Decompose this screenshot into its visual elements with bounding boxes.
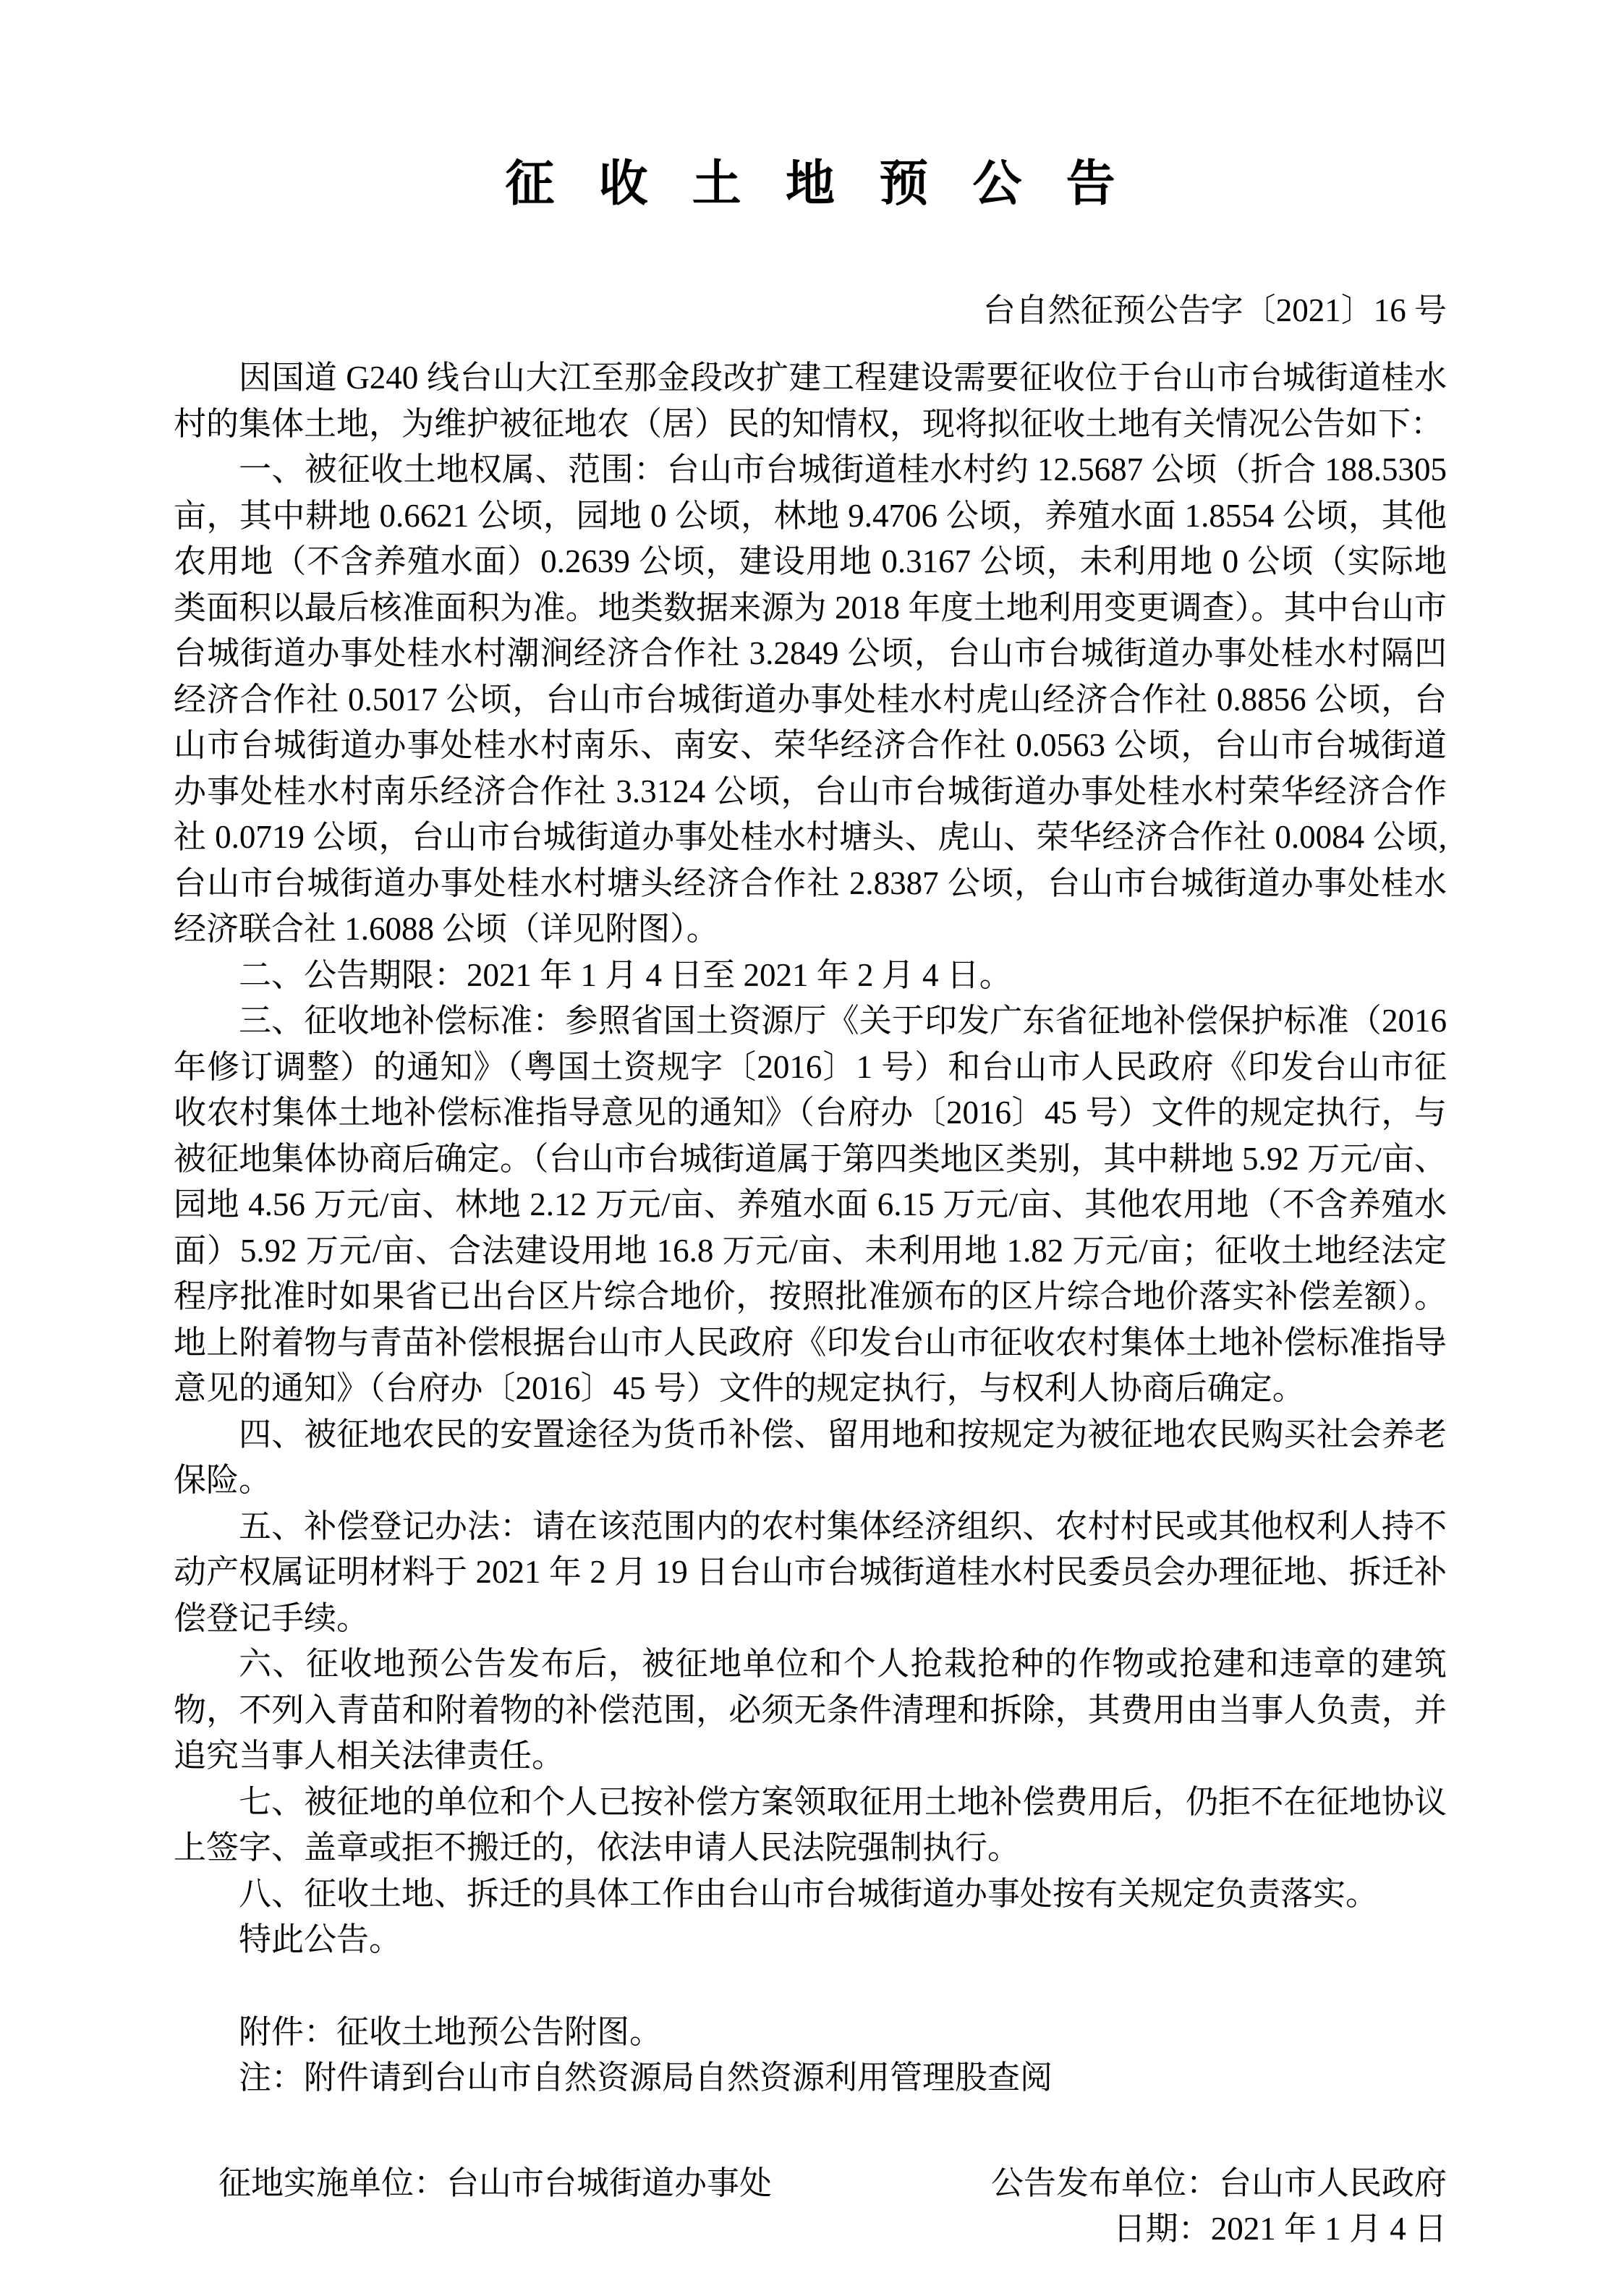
closing-statement: 特此公告。 <box>239 1921 402 1957</box>
attachment-note-line: 注：附件请到台山市自然资源局自然资源利用管理股查阅 <box>239 2059 1053 2096</box>
body-paragraph: 七、被征地的单位和个人已按补偿方案领取征用土地补偿费用后，仍拒不在征地协议上签字、盖章或拒不搬迁的，依法申请人民法院强制执行。 <box>174 1783 1447 1866</box>
body-paragraph: 四、被征地农民的安置途径为货币补偿、留用地和按规定为被征地农民购买社会养老保险。 <box>174 1416 1447 1498</box>
implementing-unit: 征地实施单位：台山市台城街道办事处 <box>218 2164 773 2201</box>
issue-date: 日期：2021 年 1 月 4 日 <box>1113 2211 1447 2247</box>
body-paragraph: 一、被征收土地权属、范围：台山市台城街道桂水村约 12.5687 公顷（折合 188.5305 亩，其中耕地 0.6621 公顷，园地 0 公顷，林地 9.4706 公顷，养殖水面 1.8554 公顷，其他农用地（不含养殖水面）0.2639 公顷，建设用地 0.3167 公顷，未利用地 0 公顷（实际地类面积以最后核准面积为准。地类数据来源为 2018 年度土地利用变更调查）。其中台山市台城街道办事处桂水村潮涧经济合作社 3.2849 公顷，台山市台城街道办事处桂水村隔凹经济合作社 0.5017 公顷，台山市台城街道办事处桂水村虎山经济合作社 0.8856 公顷，台山市台城街道办事处桂水村南乐、南安、荣华经济合作社 0.0563 公顷，台山市台城街道办事处桂水村南乐经济合作社 3.3124 公顷，台山市台城街道办事处桂水村荣华经济合作社 0.0719 公顷，台山市台城街道办事处桂水村塘头、虎山、荣华经济合作社 0.0084 公顷,台山市台城街道办事处桂水村塘头经济合作社 2.8387 公顷，台山市台城街道办事处桂水经济联合社 1.6088 公顷（详见附图）。 <box>174 451 1447 947</box>
page-title: 征收土地预公告 <box>505 156 1160 211</box>
footer-units-row <box>174 2161 1447 2207</box>
body-paragraph: 五、补偿登记办法：请在该范围内的农村集体经济组织、农村村民或其他权利人持不动产权属证明材料于 2021 年 2 月 19 日台山市台城街道桂水村民委员会办理征地、拆迁补偿登记手续。 <box>174 1508 1447 1636</box>
attachment-line: 附件：征收土地预公告附图。 <box>239 2013 663 2050</box>
body-paragraph: 因国道 G240 线台山大江至那金段改扩建工程建设需要征收位于台山市台城街道桂水村的集体土地，为维护被征地农（居）民的知情权，现将拟征收土地有关情况公告如下： <box>174 360 1447 442</box>
body-paragraph: 八、征收土地、拆迁的具体工作由台山市台城街道办事处按有关规定负责落实。 <box>239 1875 1379 1912</box>
document-number: 台自然征预公告字〔2021〕16 号 <box>982 292 1447 328</box>
body-paragraph: 二、公告期限：2021 年 1 月 4 日至 2021 年 2 月 4 日。 <box>239 956 1012 993</box>
body-paragraph: 三、征收地补偿标准：参照省国土资源厅《关于印发广东省征地补偿保护标准（2016 年修订调整）的通知》（粤国土资规字〔2016〕1 号）和台山市人民政府《印发台山市征收农村集体土地补偿标准指导意见的通知》（台府办〔2016〕45 号）文件的规定执行，与被征地集体协商后确定。（台山市台城街道属于第四类地区类别，其中耕地 5.92 万元/亩、园地 4.56 万元/亩、林地 2.12 万元/亩、养殖水面 6.15 万元/亩、其他农用地（不含养殖水面）5.92 万元/亩、合法建设用地 16.8 万元/亩、未利用地 1.82 万元/亩；征收土地经法定程序批准时如果省已出台区片综合地价，按照批准颁布的区片综合地价落实补偿差额）。地上附着物与青苗补偿根据台山市人民政府《印发台山市征收农村集体土地补偿标准指导意见的通知》（台府办〔2016〕45 号）文件的规定执行，与权利人协商后确定。 <box>174 1003 1447 1406</box>
issuing-unit: 公告发布单位：台山市人民政府 <box>990 2164 1447 2201</box>
body-paragraph: 六、征收地预公告发布后，被征地单位和个人抢栽抢种的作物或抢建和违章的建筑物，不列入青苗和附着物的补偿范围，必须无条件清理和拆除，其费用由当事人负责，并追究当事人相关法律责任。 <box>174 1646 1447 1774</box>
attachment-section <box>174 2010 1447 2101</box>
document-body <box>174 355 1447 1963</box>
